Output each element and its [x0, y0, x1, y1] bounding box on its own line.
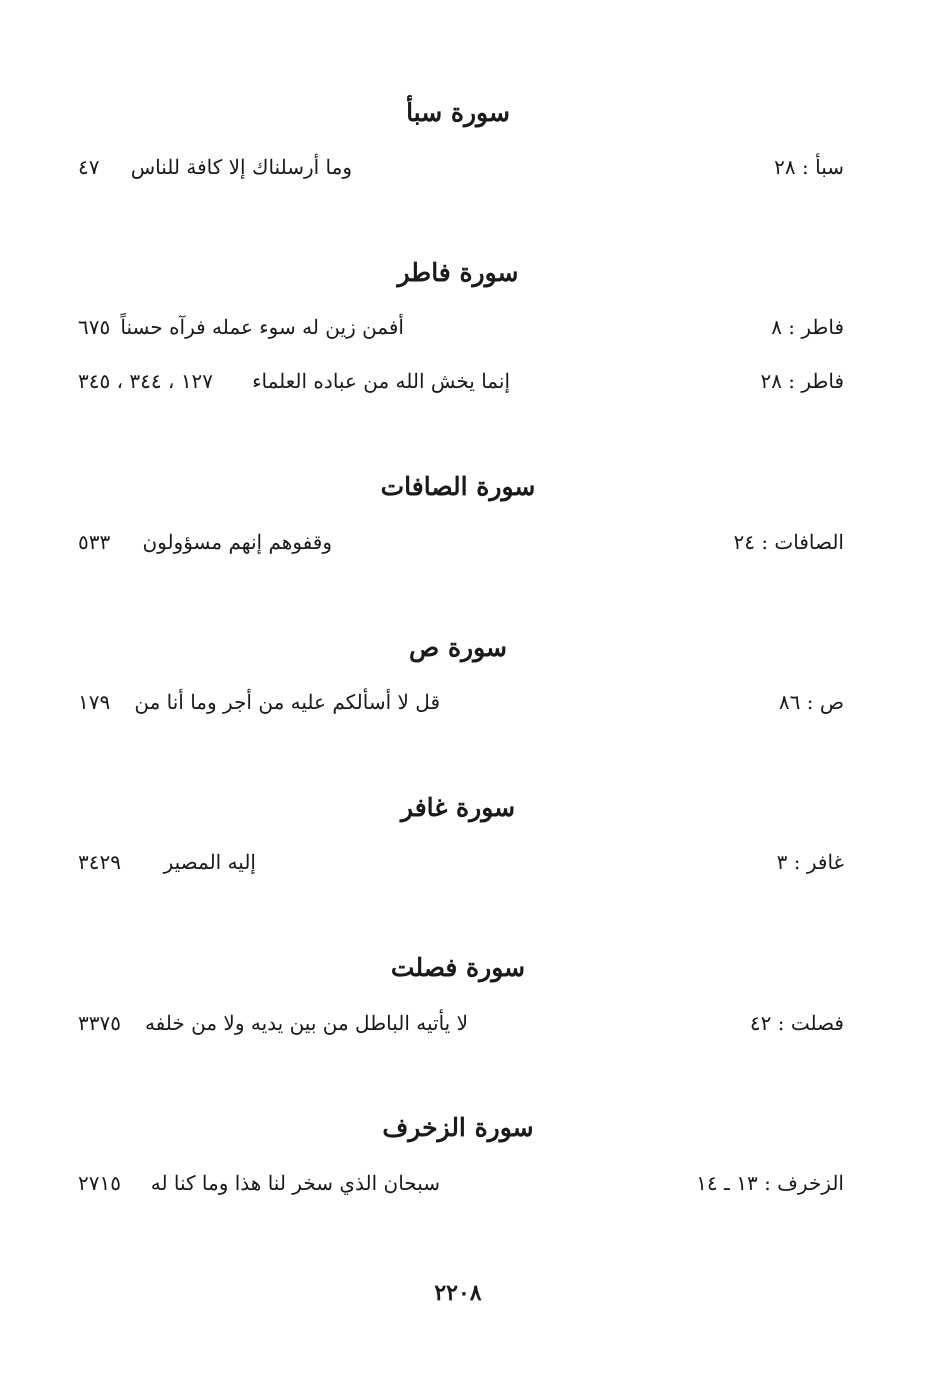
page-references: ٥٣٣: [78, 530, 111, 554]
surah-title-saba: سورة سبأ: [406, 98, 510, 127]
page-references: ٣٤٢٩: [78, 850, 121, 874]
index-row: [0, 364, 940, 398]
verse-reference: الصافات : ٢٤: [733, 530, 844, 554]
surah-title-as-saffat: سورة الصافات: [380, 472, 536, 501]
page-references: ٤٧: [78, 155, 100, 179]
surah-title-fatir: سورة فاطر: [397, 258, 519, 287]
index-row: [0, 525, 940, 559]
verse-reference: غافر : ٣: [776, 850, 844, 874]
verse-reference: الزخرف : ١٣ ـ ١٤: [696, 1171, 844, 1195]
page-references: ١٧٩: [78, 690, 111, 714]
verse-text: لا يأتيه الباطل من بين يديه ولا من خلفه: [144, 1011, 468, 1035]
verse-reference: فصلت : ٤٢: [749, 1011, 844, 1035]
verse-text: إنما يخش الله من عباده العلماء: [252, 369, 510, 393]
verse-text: قل لا أسألكم عليه من أجر وما أنا من: [134, 690, 440, 714]
index-row: [0, 150, 940, 184]
index-row: [0, 1166, 940, 1200]
verse-reference: فاطر : ٢٨: [760, 369, 844, 393]
verse-reference: ص : ٨٦: [778, 690, 844, 714]
page-references: ٢٧١٥: [78, 1171, 121, 1195]
index-row: [0, 685, 940, 719]
verse-text: أفمن زين له سوء عمله فرآه حسناً: [120, 315, 404, 339]
page-number: ٢٢٠٨: [434, 1280, 482, 1306]
surah-title-sad: سورة ص: [409, 633, 507, 662]
page-references: ١٢٧ ، ٣٤٤ ، ٣٤٥: [78, 369, 214, 393]
verse-text: وما أرسلناك إلا كافة للناس: [130, 155, 352, 179]
index-row: [0, 310, 940, 344]
surah-title-fussilat: سورة فصلت: [390, 953, 526, 982]
page-references: ٣٣٧٥: [78, 1011, 121, 1035]
surah-title-az-zukhruf: سورة الزخرف: [382, 1113, 534, 1142]
verse-reference: فاطر : ٨: [771, 315, 844, 339]
index-row: [0, 845, 940, 879]
index-row: [0, 1006, 940, 1040]
verse-text: إليه المصير: [163, 850, 256, 874]
verse-text: وقفوهم إنهم مسؤولون: [142, 530, 332, 554]
verse-text: سبحان الذي سخر لنا هذا وما كنا له: [150, 1171, 440, 1195]
page-references: ٦٧٥: [78, 315, 111, 339]
surah-title-ghafir: سورة غافر: [400, 793, 516, 822]
verse-reference: سبأ : ٢٨: [774, 155, 844, 179]
